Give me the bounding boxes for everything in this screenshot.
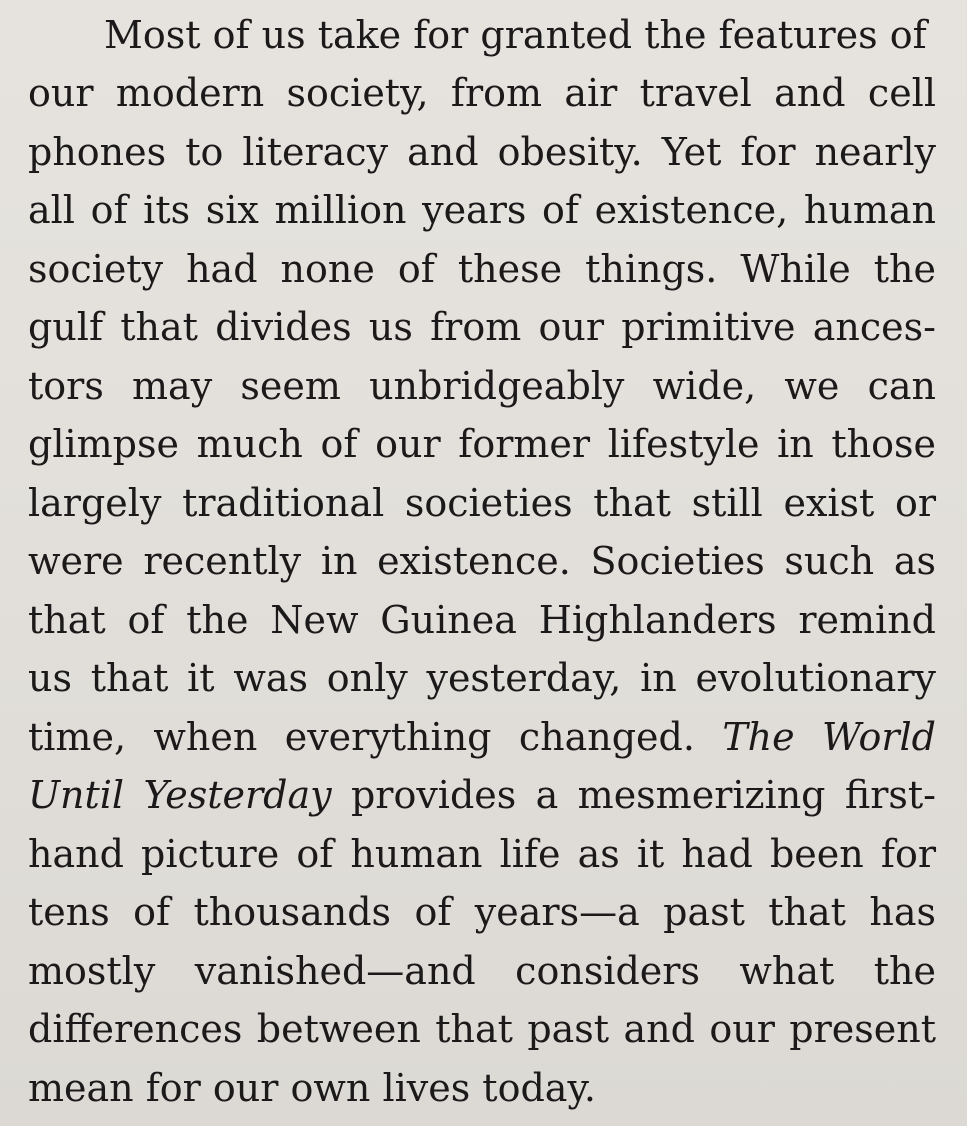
blurb-line-18: differences between that past and our present [28,1007,936,1051]
blurb-line-16: tens of thousands of years—a past that has [28,890,936,934]
blurb-line-4: all of its six million years of existence, human [28,188,936,232]
book-title-part-2: Until Yesterday [28,773,332,817]
blurb-line-1: Most of us take for granted the features of [104,13,927,57]
blurb-line-14-text: provides a mesmerizing first- [331,773,936,817]
blurb-line-9: largely traditional societies that still exist or [28,481,936,525]
blurb-line-19: mean for our own lives today. [28,1066,596,1110]
blurb-line-2: our modern society, from air travel and cell [28,71,936,115]
blurb-line-6: gulf that divides us from our primitive ances- [28,305,936,349]
book-title-part-1: The World [722,715,936,759]
blurb-line-13-text: time, when everything changed. [28,715,723,759]
blurb-line-15: hand picture of human life as it had been for [28,832,936,876]
blurb-line-7: tors may seem unbridgeably wide, we can [28,364,936,408]
blurb-line-8: glimpse much of our former lifestyle in those [28,422,936,466]
blurb-line-10: were recently in existence. Societies such as [28,539,936,583]
blurb-line-11: that of the New Guinea Highlanders remind [28,598,936,642]
blurb-line-3: phones to literacy and obesity. Yet for nearly [28,130,936,174]
blurb-line-12: us that it was only yesterday, in evolutionary [28,656,936,700]
blurb-line-5: society had none of these things. While the [28,247,936,291]
blurb-line-13 [28,708,936,766]
blurb-line-17: mostly vanished—and considers what the [28,949,936,993]
blurb-line-14 [28,766,936,824]
